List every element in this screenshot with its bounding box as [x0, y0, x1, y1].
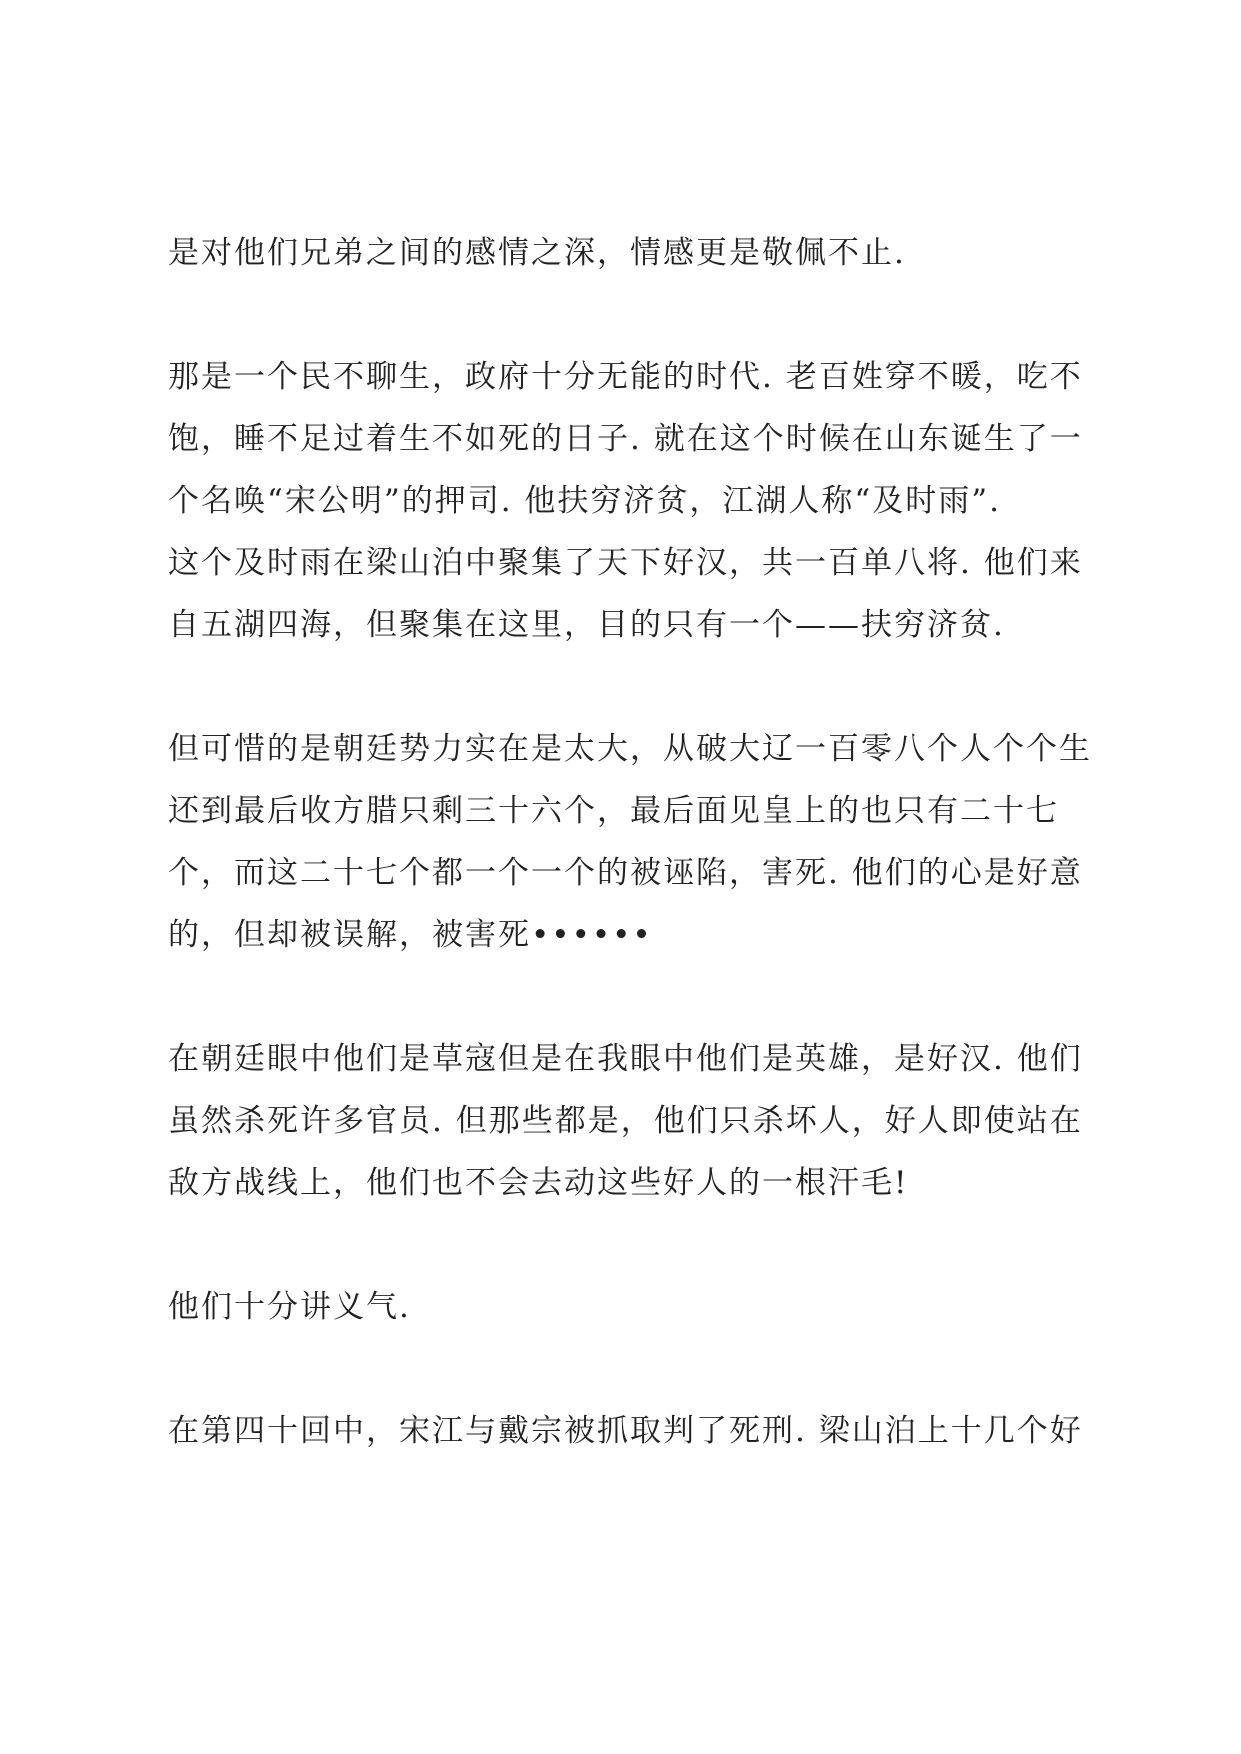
text-line: 那是一个民不聊生，政府十分无能的时代. 老百姓穿不暖，吃不: [168, 359, 1083, 395]
text-line: 但可惜的是朝廷势力实在是太大，从破大辽一百零八个人个个生: [168, 731, 1092, 767]
text-line: 的，但却被误解，被害死••••••: [168, 917, 653, 953]
paragraph: [168, 1028, 1098, 1214]
text-line: 是对他们兄弟之间的感情之深，情感更是敬佩不止.: [168, 235, 906, 271]
text-line: 他们十分讲义气.: [168, 1289, 411, 1325]
paragraph: [168, 718, 1098, 966]
paragraph: [168, 1276, 1098, 1338]
text-line: 自五湖四海，但聚集在这里，目的只有一个——扶穷济贫.: [168, 607, 1005, 643]
text-line: 这个及时雨在梁山泊中聚集了天下好汉，共一百单八将. 他们来: [168, 545, 1083, 581]
text-line: 个名唤“宋公明”的押司. 他扶穷济贫，江湖人称“及时雨”.: [168, 483, 1001, 519]
text-line: 个，而这二十七个都一个一个的被诬陷，害死. 他们的心是好意: [168, 855, 1083, 891]
text-line: 敌方战线上，他们也不会去动这些好人的一根汗毛!: [168, 1165, 909, 1201]
text-line: 在朝廷眼中他们是草寇但是在我眼中他们是英雄，是好汉. 他们: [168, 1041, 1083, 1077]
text-line: 饱，睡不足过着生不如死的日子. 就在这个时候在山东诞生了一: [168, 421, 1083, 457]
document-body: [168, 222, 1098, 1524]
text-line: 在第四十回中，宋江与戴宗被抓取判了死刑. 梁山泊上十几个好: [168, 1413, 1083, 1449]
text-line: 还到最后收方腊只剩三十六个，最后面见皇上的也只有二十七: [168, 793, 1059, 829]
paragraph: [168, 1400, 1098, 1462]
paragraph: [168, 346, 1098, 656]
paragraph: [168, 222, 1098, 284]
text-line: 虽然杀死许多官员. 但那些都是，他们只杀坏人，好人即使站在: [168, 1103, 1083, 1139]
